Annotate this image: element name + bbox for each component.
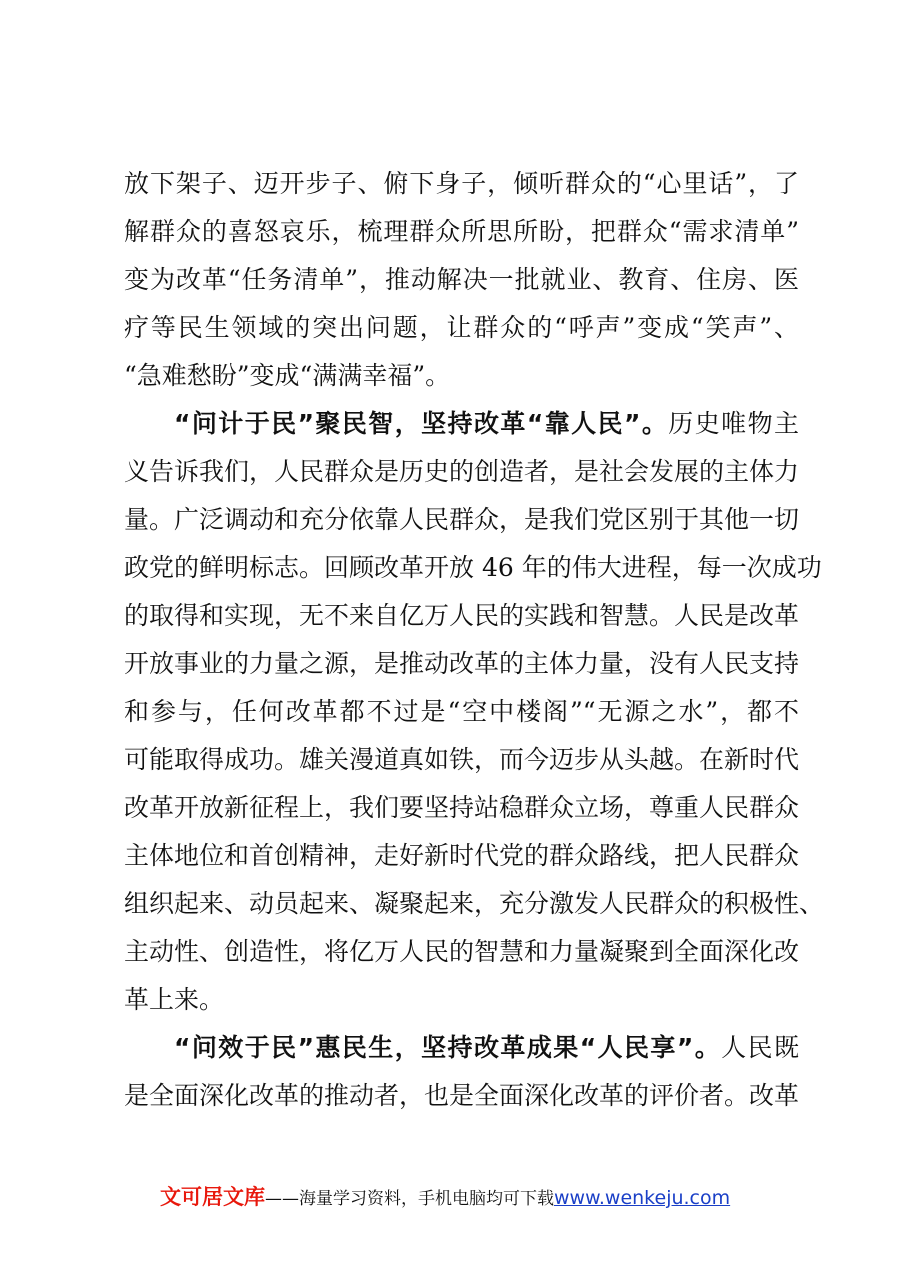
paragraph-heading-line (174, 1024, 799, 1072)
brand-name: 文可居文库 (160, 1185, 265, 1209)
paragraph-line: 的取得和实现，无不来自亿万人民的实践和智慧。人民是改革 (124, 601, 800, 630)
paragraph-line: 主体地位和首创精神，走好新时代党的群众路线，把人民群众 (124, 841, 800, 870)
paragraph-line: 变为改革“任务清单”，推动解决一批就业、教育、住房、医 (124, 265, 799, 294)
paragraph-heading-line (174, 400, 799, 448)
paragraph-line: 政党的鲜明标志。回顾改革开放 46 年的伟大进程，每一次成功 (124, 553, 822, 582)
paragraph-text: 人民既 (721, 1033, 799, 1062)
paragraph-line: 开放事业的力量之源，是推动改革的主体力量，没有人民支持 (124, 649, 800, 678)
paragraph-text: 历史唯物主 (668, 409, 799, 438)
paragraph-line: 主动性、创造性，将亿万人民的智慧和力量凝聚到全面深化改 (124, 937, 800, 966)
section-heading: “问效于民”惠民生，坚持改革成果“人民享”。 (174, 1033, 722, 1062)
paragraph-line: 组织起来、动员起来、凝聚起来，充分激发人民群众的积极性、 (124, 889, 825, 918)
paragraph-line: 和参与，任何改革都不过是“空中楼阁”“无源之水”，都不 (124, 697, 799, 726)
paragraph-line: “急难愁盼”变成“满满幸福”。 (124, 361, 451, 390)
paragraph-line: 疗等民生领域的突出问题，让群众的“呼声”变成“笑声”、 (124, 313, 799, 342)
footer-tagline: ——海量学习资料，手机电脑均可下载 (265, 1189, 554, 1209)
paragraph-line: 是全面深化改革的推动者，也是全面深化改革的评价者。改革 (124, 1081, 800, 1110)
website-link[interactable]: www.wenkeju.com (554, 1187, 731, 1209)
paragraph-line: 放下架子、迈开步子、俯下身子，倾听群众的“心里话”，了 (124, 169, 799, 198)
paragraph-line: 可能取得成功。雄关漫道真如铁，而今迈步从头越。在新时代 (124, 745, 800, 774)
footer-banner (160, 1182, 730, 1212)
paragraph-line: 解群众的喜怒哀乐，梳理群众所思所盼，把群众“需求清单” (124, 217, 799, 246)
paragraph-line: 革上来。 (124, 985, 225, 1014)
paragraph-line: 义告诉我们，人民群众是历史的创造者，是社会发展的主体力 (124, 457, 800, 486)
paragraph-line: 量。广泛调动和充分依靠人民群众，是我们党区别于其他一切 (124, 505, 800, 534)
paragraph-line: 改革开放新征程上，我们要坚持站稳群众立场，尊重人民群众 (124, 793, 800, 822)
section-heading: “问计于民”聚民智，坚持改革“靠人民”。 (174, 409, 669, 438)
